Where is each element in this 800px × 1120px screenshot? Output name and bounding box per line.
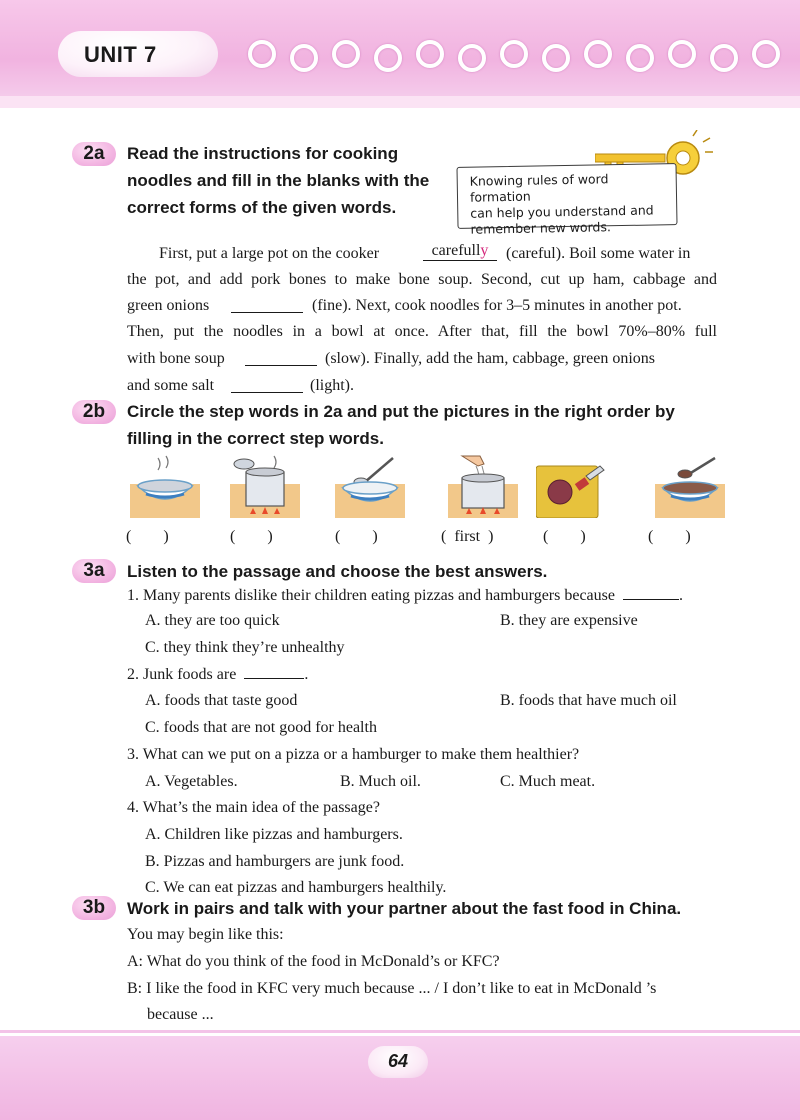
dialogue-line-b-cont: because ... (147, 1006, 214, 1023)
ring-ornament (248, 40, 276, 68)
ring-ornament (374, 44, 402, 72)
tip-line: Knowing rules of word formation (469, 171, 609, 205)
ring-ornament (752, 40, 780, 68)
section-2b-heading-line1: Circle the step words in 2a and put the pictures in the right order by (127, 402, 675, 421)
ring-ornament (626, 44, 654, 72)
answer-highlight: y (480, 242, 489, 259)
tip-line: remember new words. (470, 219, 612, 237)
order-answer-slot[interactable]: ( ) (648, 528, 691, 545)
order-answer-slot[interactable]: ( ) (126, 528, 169, 545)
ring-ornament (584, 40, 612, 68)
dialogue-line-a: A: What do you think of the food in McDonald’s or KFC? (127, 953, 500, 970)
option[interactable]: C. Much meat. (500, 773, 596, 790)
ring-ornament (290, 44, 318, 72)
option[interactable]: C. foods that are not good for health (145, 719, 377, 736)
ring-ornament (710, 44, 738, 72)
pot-on-cooker-picture (230, 452, 300, 518)
question-2: 2. Junk foods are . (127, 666, 309, 683)
order-answer-slot[interactable]: ( ) (230, 528, 273, 545)
ladle-bowl-picture (335, 452, 405, 518)
adding-noodles-picture (448, 452, 518, 518)
ring-ornament (500, 40, 528, 68)
section-2a-heading-line1: Read the instructions for cooking (127, 144, 399, 163)
filled-answer: carefully (431, 242, 489, 259)
section-badge-3a: 3a (72, 559, 116, 583)
answer-blank[interactable] (245, 351, 317, 366)
option[interactable]: B. Much oil. (340, 773, 421, 790)
order-answer-slot[interactable]: ( ) (335, 528, 378, 545)
option[interactable]: C. they think they’re unhealthy (145, 639, 345, 656)
passage-line: Then, put the noodles in a bowl at once. After that, fill the bowl 70%–80% full (127, 323, 717, 340)
option[interactable]: A. they are too quick (145, 612, 280, 629)
passage-line: the pot, and add pork bones to make bone soup. Second, cut up ham, cabbage and (127, 271, 717, 288)
tip-note-box (456, 163, 677, 237)
dialogue-intro: You may begin like this: (127, 926, 284, 943)
answer-blank[interactable] (623, 585, 679, 600)
option[interactable]: B. Pizzas and hamburgers are junk food. (145, 853, 405, 870)
unit-header-band (0, 0, 800, 108)
section-badge-3b: 3b (72, 896, 116, 920)
option[interactable]: B. they are expensive (500, 612, 638, 629)
seasoning-bowl-picture (655, 452, 725, 518)
ring-ornament (416, 40, 444, 68)
answer-blank[interactable] (231, 298, 303, 313)
question-3: 3. What can we put on a pizza or a hamburger to make them healthier? (127, 746, 580, 763)
option[interactable]: A. Children like pizzas and hamburgers. (145, 826, 403, 843)
section-3a-heading: Listen to the passage and choose the best answers. (127, 562, 548, 581)
section-3b-heading: Work in pairs and talk with your partner about the fast food in China. (127, 899, 682, 918)
option[interactable]: B. foods that have much oil (500, 692, 677, 709)
question-4: 4. What’s the main idea of the passage? (127, 799, 380, 816)
order-answer-slot[interactable]: ( first ) (441, 528, 494, 545)
answer-blank[interactable] (231, 378, 303, 393)
order-answer-slot[interactable]: ( ) (543, 528, 586, 545)
ring-ornament (332, 40, 360, 68)
soup-bowl-picture (130, 452, 200, 518)
option[interactable]: A. Vegetables. (145, 773, 238, 790)
section-2a-heading-line2: noodles and fill in the blanks with the (127, 171, 430, 190)
dialogue-line-b: B: I like the food in KFC very much because ... / I don’t like to eat in McDonald ’s (127, 980, 657, 997)
page-number: 64 (387, 1051, 409, 1071)
ring-ornament (542, 44, 570, 72)
answer-blank[interactable] (244, 664, 304, 679)
section-2b-heading-line2: filling in the correct step words. (127, 429, 384, 448)
ring-ornament (458, 44, 486, 72)
cutting-ham-picture (536, 452, 606, 518)
section-badge-2a: 2a (72, 142, 116, 166)
ring-ornament (668, 40, 696, 68)
question-1: 1. Many parents dislike their children eating pizzas and hamburgers because . (127, 587, 683, 604)
option[interactable]: C. We can eat pizzas and hamburgers healthily. (145, 879, 447, 896)
header-light-strip (0, 96, 800, 108)
section-2a-heading-line3: correct forms of the given words. (127, 198, 397, 217)
tip-line: can help you understand and (470, 202, 654, 221)
section-badge-2b: 2b (72, 400, 116, 424)
option[interactable]: A. foods that taste good (145, 692, 298, 709)
footer-divider (0, 1030, 800, 1033)
unit-title: UNIT 7 (84, 42, 157, 67)
